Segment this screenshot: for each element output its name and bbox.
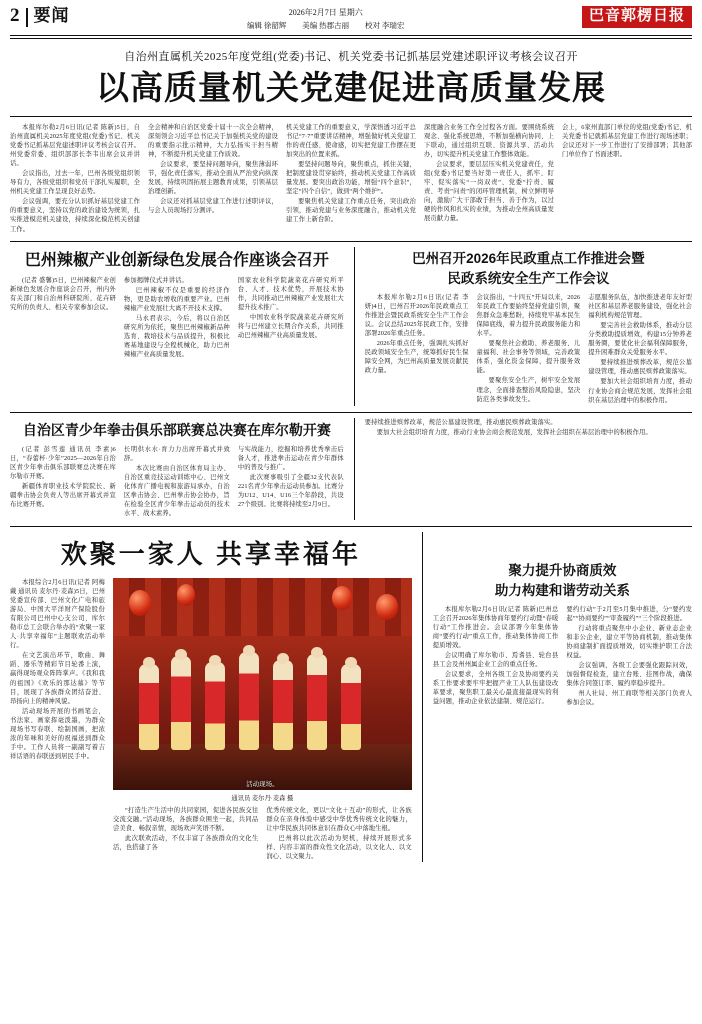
credit-editor: 编辑 徐韶辉 <box>247 21 287 30</box>
lead-col-5 <box>562 123 692 235</box>
lantern-icon <box>129 590 151 616</box>
paragraph: “打造生产生活中的共同家园，促进各民族交往交流交融。”活动现场，各族群众围坐一起，共同品尝美食、畅叙亲情，现场欢声笑语不断。 <box>113 806 259 832</box>
paragraph: 会议强调，各级工会要强化跟踪问效，加强督促检查，建立台账、挂图作战，确保集体合同签订率、履约率稳步提升。 <box>566 662 692 688</box>
performer <box>239 652 259 750</box>
paragraph: 会议明确了库尔勒市、焉耆县、轮台县县工会及州州属企业工会的重点任务。 <box>432 651 559 669</box>
paragraph: 会议还对抓基层党建工作进行述职评议，与会人员现场打分测评。 <box>148 198 278 215</box>
paragraph: 本报库尔勒2月6日讯(记者 李妍)4日，巴州召开2026年民政重点工作推进会暨民政系统安全生产工作会议。会议总结2025年民政工作，安排部署2026年重点任务。 <box>364 293 469 337</box>
paragraph: 在文艺演出环节，歌曲、舞蹈、器乐等精彩节目轮番上演，赢得现场观众阵阵掌声。《我和我的祖国》《欢乐的那达慕》等节目，展现了各族群众团结奋进、昂扬向上的精神风貌。 <box>10 652 105 705</box>
paragraph: 此次联欢活动，不仅丰富了各族群众的文化生活，也搭建了各 <box>113 834 259 851</box>
performer <box>307 654 327 750</box>
lead-story-header <box>10 39 692 107</box>
lead-story-body <box>10 123 692 235</box>
performer <box>273 660 293 750</box>
photo-credit: 通讯员 麦尔丹·麦森 摄 <box>231 794 294 802</box>
newspaper-nameplate: 巴音郭楞日报 <box>582 6 692 28</box>
lead-col-1 <box>10 123 140 235</box>
paragraph: 巴州辣椒不仅是重要的经济作物，更是助农增收的重要产业。巴州辣椒产业发展壮大离不开技术支撑。 <box>123 286 230 312</box>
article-headline-line2: 民政系统安全生产工作会议 <box>447 270 610 286</box>
paragraph: 本报库尔勒2月6日讯(记者 陈新)5日，自治州直属机关2025年度党组(党委)书记、机关党委书记抓基层党建述职评议考核会议召开。州党委常委、组织部部长李韦出席会议并讲话。 <box>10 123 140 167</box>
article-headline-line1: 聚力提升协商质效 <box>508 562 617 578</box>
col-2 <box>566 605 692 709</box>
masthead-rule <box>10 35 692 36</box>
feature-headline: 欢聚一家人 共享幸福年 <box>60 538 361 569</box>
article-boxing-league <box>10 418 344 520</box>
lead-main-headline: 以高质量机关党建促进高质量发展 <box>96 68 606 106</box>
paragraph: 长明供水水·育力力出席开幕式并致辞。 <box>123 445 230 462</box>
paragraph: 要持续推进殡葬改革，规范公墓建设管理，推动惠民殡葬政策落实。 <box>588 359 693 376</box>
row-three <box>10 418 692 520</box>
paragraph: 会议要求，全州各级工会及协商要约关系工作要求要牢牢把握产业工人队伍建设改革要求，聚焦职工最关心最直接最现实的利益问题，推动企业依法建制、规范运行。 <box>432 671 559 706</box>
paragraph: 会议要求，要层层压实机关党建责任，党组(党委)书记要当好第一责任人，抓牢、盯牢、促实落实“一岗双责”、党委“拧责、履责、考责”问责”的闭环管理机制，树立鲜明导向，激励广大干部敢于担当、善于作为，以过硬的作风和扎实的业绩，为推动全州高质量发展贡献力量。 <box>424 160 554 223</box>
paragraph: 深度融合业务工作全过程各方面。要围绕系统观念、强化系统思维，不断加强横向协同、上下联动，通过组织互联、资源共享、活动共办，切实提升机关党建工作整体效能。 <box>424 123 554 158</box>
paragraph: 要完善社会救助体系，推动分层分类救助提质增效，构建15分钟养老服务圈，要优化社会福利保障服务，提升困难群众关爱服务水平。 <box>588 321 693 357</box>
performer <box>139 664 159 750</box>
masthead-divider <box>26 8 28 27</box>
feature-body <box>10 578 412 862</box>
date-line: 2026年2月7日 星期六 <box>288 8 363 17</box>
paragraph: 与实战能力，挖掘和培养优秀拳击后备人才，推进拳击运动在青少年群体中的普及与推广。 <box>237 445 344 471</box>
paragraph: 中国农业科学院蔬菜花卉研究所将与巴州建立长期合作关系，共同推动巴州辣椒产业高质量发展。 <box>237 314 344 340</box>
lead-col-4 <box>424 123 554 235</box>
paragraph: 活动现场开展的书画笔会，书法家、画家挥毫泼墨，为群众现场书写春联、绘制国画，把浓浓的年味和美好的祝福送到群众手中。工作人员将一副副写着吉祥话语的春联送到居民手中。 <box>10 707 105 761</box>
row-four <box>10 532 692 862</box>
masthead <box>10 0 692 31</box>
col-1 <box>10 276 116 361</box>
masthead-left <box>10 6 70 27</box>
paragraph: (记者 彭雪莲 通讯员 李素)6日，“春蕾杯·少年”2025—2026年自治区青少年拳击俱乐部联赛总决赛在库尔勒市开赛。 <box>10 445 116 481</box>
article-headline: 自治区青少年拳击俱乐部联赛总决赛在库尔勒开赛 <box>22 421 331 438</box>
paragraph: 要坚持问题导向，聚焦重点，抓住关键，把制度建设贯穿始终，推动机关党建工作高质量发展。要突出政治功能，增强“四个意识”，坚定“四个自信”，做到“两个维护”。 <box>286 160 416 196</box>
article-body <box>365 293 692 406</box>
paragraph: 会议强调，要充分认识抓好基层党建工作的重要意义，坚持以党的政治建设为统领，扎实推进模范机关建设，持续深化模范机关创建工作。 <box>10 198 140 233</box>
paragraph: 本次比赛由自治区体育局主办、自治区重竞技运动训练中心、巴州文化体育广播电视和旅游局承办，自治区拳击协会、巴州拳击协会协办，旨在检验全区青少年拳击运动员的技术水平、战术素养。 <box>123 464 230 518</box>
article-body <box>10 445 344 520</box>
photo-backdrop-drape <box>113 578 412 636</box>
credit-designer: 美编 热郡古丽 <box>302 21 350 30</box>
col-2 <box>124 276 230 361</box>
article-labor-relations <box>422 532 692 862</box>
paragraph: 行动将重点聚焦中小企业、新业态企业和非公企业，建立平等协商机制，推动集体协商建制扩面提质增效，切实维护职工合法权益。 <box>566 624 692 659</box>
paragraph: 新疆体育职业技术学院院长、新疆拳击协会负责人等出席开幕式并宣布比赛开赛。 <box>10 483 116 509</box>
paragraph: 国家农业科学院蔬菜花卉研究所平台、人才、技术优势，开展技术协作，共同推动巴州辣椒产业发展壮大提升技术推广。 <box>237 276 344 311</box>
article-headline: 巴州辣椒产业创新绿色发展合作座谈会召开 <box>24 251 329 269</box>
lead-shoulder-headline: 自治州直属机关2025年度党组(党委)书记、机关党委书记抓基层党建述职评议考核会议召开 <box>124 50 578 63</box>
row-three-right-spacer <box>354 418 692 520</box>
article-civil-affairs <box>354 247 692 406</box>
paragraph: 要约行动”于2月至5月集中推进，分“要约发起”“协商要约”“审查履约”“三个阶段推进。 <box>566 605 692 622</box>
photo-caption-overlay: 活动现场。 <box>246 780 279 788</box>
performer <box>205 662 225 750</box>
feature-caption-columns <box>113 806 412 862</box>
page-number: 2 <box>10 5 20 26</box>
article-headline-line1: 巴州召开2026年民政重点工作推进会暨 <box>412 250 645 266</box>
credits <box>70 20 582 31</box>
section-divider-1 <box>10 241 692 242</box>
col-3 <box>238 276 344 361</box>
feature-photo <box>113 578 412 790</box>
paragraph: 州人社局、州工商联等相关部门负责人参加会议。 <box>566 690 692 707</box>
paragraph: 要加大社会组织培育力度，推动行业协会商会规范发展，发挥社会组织在基层治理中的积极作用。 <box>588 378 693 404</box>
col-3 <box>588 293 692 406</box>
section-name: 要闻 <box>33 6 70 25</box>
caption-col-2 <box>266 806 411 862</box>
paragraph: 本报库尔勒2月6日讯(记者 陈新)巴州总工会召开2026年集体协商年要约行动暨“春暖行动”工作推进会。会议部署今年集体协商“要约行动”重点工作，推动集体协商工作提质增效。 <box>432 605 559 649</box>
paragraph: 此次赛事吸引了全疆32支代表队221名青少年拳击运动员参加。比赛分为U12、U14、U16三个年龄段，共设27个级别。比赛将持续至2月9日。 <box>237 474 344 509</box>
lantern-icon <box>376 594 398 620</box>
paragraph: 全会精神和自治区党委十届十一次全会精神，深刻领会习近平总书记关于加强机关党的建设的重要指示批示精神，大力弘扬实干担当精神，不断提升机关党建工作质效。 <box>148 123 278 158</box>
feature-col-left <box>10 578 105 862</box>
paragraph: 会上，6家州直部门单位的党组(党委)书记、机关党委书记就抓基层党建工作进行现场述职；会议还对下一步工作进行了安排部署；其他部门单位作了书面述职。 <box>562 123 692 158</box>
feature-article <box>10 532 412 862</box>
article-headline-line2: 助力构建和谐劳动关系 <box>494 582 630 598</box>
paragraph: 优秀传统文化，更以“文化＋互动”的形式，让各族群众在亲身体验中感受中华优秀传统文化的魅力，让中华民族共同体意识在群众心中落地生根。 <box>266 806 412 832</box>
masthead-right <box>582 6 692 28</box>
paragraph: 志愿服务队伍，加快推进老年友好型社区和基层养老服务建设，强化社会福利机构规范管理。 <box>588 293 693 319</box>
paragraph: 2026年重点任务，强调扎实抓好民政领域安全生产，统筹抓好民生保障安全网，为巴州高质量发展贡献民政力量。 <box>364 340 469 375</box>
section-divider-2 <box>10 412 692 413</box>
paragraph: 要聚焦社会救助、养老服务、儿童福利、社会事务等领域，完善政策体系，强化资金保障，提升服务效能。 <box>476 340 581 375</box>
article-body <box>10 276 344 361</box>
article-chili-industry <box>10 247 344 406</box>
lead-col-3 <box>286 123 416 235</box>
lantern-icon <box>177 584 195 606</box>
col-continuation <box>365 418 692 437</box>
feature-photo-block <box>113 578 412 862</box>
performer <box>341 664 361 750</box>
paragraph: 本报综合2月6日讯(记者 阿梅戴 通讯员 麦尔丹·麦森)5日，巴州党委宣传部、巴州文化广电和旅游局、中国大平洋财产保险股份有限公司巴州中心支公司、库尔勒市总工会联合举办的“欢聚一家人·共享幸福年”主题联欢活动举行。 <box>10 578 105 650</box>
paragraph: 参加揭牌仪式并讲话。 <box>123 276 188 284</box>
lead-rule <box>10 116 692 117</box>
col-1 <box>365 293 469 406</box>
col-2 <box>477 293 581 406</box>
col-1 <box>433 605 559 709</box>
article-body <box>433 605 692 709</box>
paragraph: 会议指出，“十四五”开局以来，2026年民政工作要始终坚持党建引领，聚焦群众急难愁盼，持续兜牢基本民生保障底线，着力提升民政服务能力和水平。 <box>476 293 581 337</box>
paragraph: 会议要求，要坚持问题导向，聚焦薄弱环节，强化责任落实，推动全面从严治党向纵深发展，持续巩固拓展主题教育成果，引领基层治理创新。 <box>148 160 278 196</box>
credit-proofreader: 校对 李瑞宏 <box>365 21 405 30</box>
paragraph: 要聚焦安全生产，树牢安全发展理念，全面排查整治风险隐患，坚决防范各类事故发生。 <box>476 377 581 403</box>
paragraph: (记者 盛馨)5日，巴州辣椒产业创新绿色发展合作座谈会召开，州内外有关部门和自治州科研院所、花卉研究所的负责人、相关专家参加会议。 <box>10 276 116 311</box>
lead-col-2 <box>148 123 278 235</box>
paragraph: 马永君表示，今后，将以自治区研究所为依托，聚焦巴州辣椒新品种选育、栽培技术与品质提升，积极比赛基地建设与全程机械化，助力巴州辣椒产业高质量发展。 <box>123 315 230 359</box>
col-1 <box>10 445 116 520</box>
paragraph: 会议指出，过去一年，巴州各级党组织领导有力，各级党组织和党员干部扎实履职，全州机关党建工作呈现良好态势。 <box>10 169 140 196</box>
performer <box>171 656 191 750</box>
paragraph: 要聚焦机关党建工作重点任务，突出政治引领，推动党建与业务深度融合，推动机关党建工作上新台阶。 <box>286 198 416 224</box>
paragraph: 要加大社会组织培育力度，推动行业协会商会规范发展，发挥社会组织在基层治理中的积极作用。 <box>376 428 652 436</box>
row-two <box>10 247 692 406</box>
paragraph: 机关党建工作的重要意义，学深悟透习近平总书记“7·7”重要讲话精神，增强做好机关党建工作的责任感、使命感，切实把党建工作摆在更加突出的位置来抓。 <box>286 123 416 158</box>
col-3 <box>238 445 344 520</box>
paragraph: 要持续推进殡葬改革，规范公墓建设管理，推动惠民殡葬政策落实。 <box>364 418 557 426</box>
paragraph: 巴州将以此次活动为契机，持续开展形式多样、内容丰富的群众性文化活动，以文化人、以文润心、以文聚力。 <box>266 834 412 860</box>
caption-col-1 <box>113 806 258 862</box>
masthead-center <box>70 6 582 31</box>
section-divider-3 <box>10 526 692 527</box>
lantern-icon <box>332 586 352 610</box>
col-2 <box>124 445 230 520</box>
